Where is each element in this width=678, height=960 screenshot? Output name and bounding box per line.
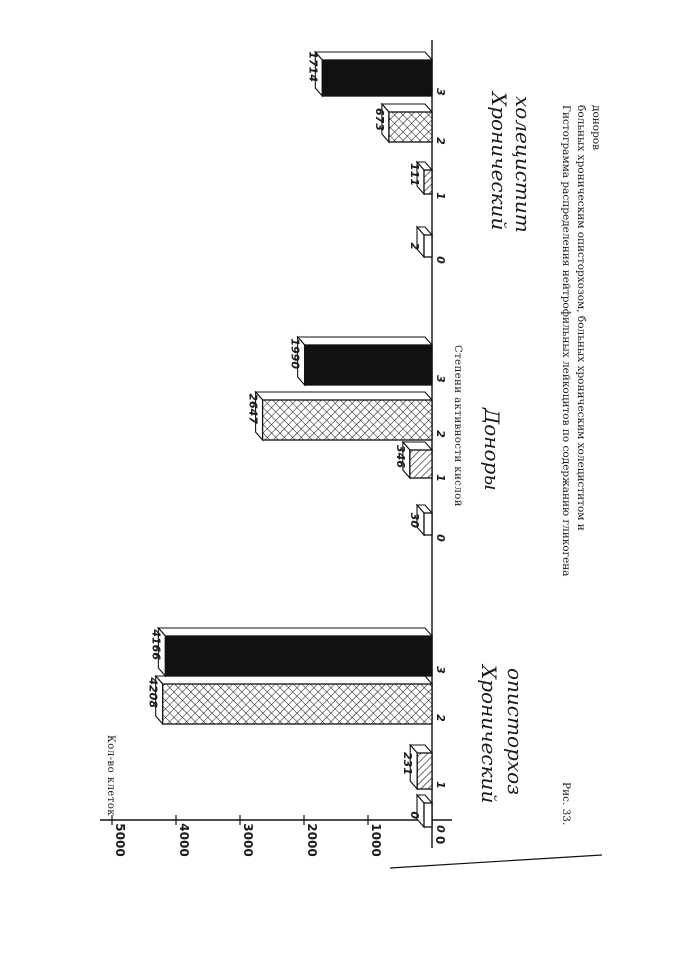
value-tick-label: 5000 [113, 823, 127, 857]
value-ticks [112, 815, 447, 857]
degree-tick-label: 0 [434, 534, 447, 542]
x-axis-label: Степени активности кислой [452, 345, 463, 507]
group-label-2: Доноры [480, 408, 504, 491]
degree-tick-label: 2 [434, 714, 447, 722]
degree-tick-label: 2 [434, 430, 447, 438]
caption-line-3: доноров [590, 105, 602, 151]
y-axis-label: Кол-во клеток [105, 735, 116, 817]
bar [382, 104, 432, 142]
data-label: 2647 [246, 393, 260, 424]
bar-front-face [424, 803, 432, 827]
value-tick-label: 0 [433, 835, 447, 845]
data-label: 1990 [288, 338, 302, 369]
bar-front-face [410, 450, 432, 478]
degree-tick-label: 3 [434, 666, 447, 674]
bar-front-face [163, 684, 432, 724]
bar-front-face [424, 513, 432, 535]
degree-tick-label: 1 [434, 781, 447, 789]
bar-top-face [382, 104, 432, 112]
group-label-3-line-2: холецистит [511, 96, 535, 233]
bar [315, 52, 432, 96]
value-tick-label: 1000 [369, 823, 383, 857]
bar-front-face [424, 170, 432, 194]
data-label: 111 [408, 163, 421, 186]
degree-tick-label: 1 [434, 474, 447, 482]
degree-tick-label: 3 [434, 88, 447, 96]
value-tick-label: 4000 [177, 823, 191, 857]
page-edge-line [390, 855, 602, 868]
bar [158, 628, 432, 676]
degree-tick-label: 0 [434, 825, 447, 833]
bar-top-face [256, 392, 432, 400]
data-label: 30 [408, 512, 421, 528]
bar-top-face [298, 337, 432, 345]
bar-front-face [389, 112, 432, 142]
data-label: 4166 [149, 629, 163, 660]
caption-line-1: Гистограмма распределения нейтрофильных лейкоцитов по содержанию гликогена [560, 105, 572, 577]
data-label: 2 [408, 242, 421, 250]
bar-front-face [424, 235, 432, 257]
bar-top-face [315, 52, 432, 60]
data-label: 231 [401, 752, 415, 775]
degree-tick-label: 0 [434, 256, 447, 264]
bar-front-face [417, 753, 432, 789]
value-tick-label: 2000 [305, 823, 319, 857]
bar [256, 392, 432, 440]
degree-tick-label: 2 [434, 137, 447, 145]
bar-top-face [156, 676, 432, 684]
degree-tick-label: 1 [434, 192, 447, 200]
caption-number: Рис. 33. [560, 782, 572, 826]
data-label: 4208 [146, 677, 160, 708]
value-tick-label: 3000 [241, 823, 255, 857]
degree-tick-label: 3 [434, 375, 447, 383]
group-label-3-line-1: Хронический [487, 92, 511, 231]
bar-front-face [322, 60, 432, 96]
data-label: 346 [393, 445, 407, 468]
caption-line-2: больных хроническим описторхозом, больных хроническим холециститом и [575, 105, 587, 531]
bar [156, 676, 432, 724]
data-label: 1714 [306, 51, 320, 82]
bar [298, 337, 432, 385]
data-label: 0 [408, 811, 421, 819]
data-label: 673 [372, 108, 386, 131]
bar-front-face [165, 636, 432, 676]
bars-layer [147, 51, 447, 833]
bar-front-face [305, 345, 432, 385]
group-label-1-line-2: описторхоз [503, 668, 527, 796]
bar-front-face [263, 400, 432, 440]
bar-top-face [158, 628, 432, 636]
group-label-1-line-1: Хронический [477, 665, 501, 804]
